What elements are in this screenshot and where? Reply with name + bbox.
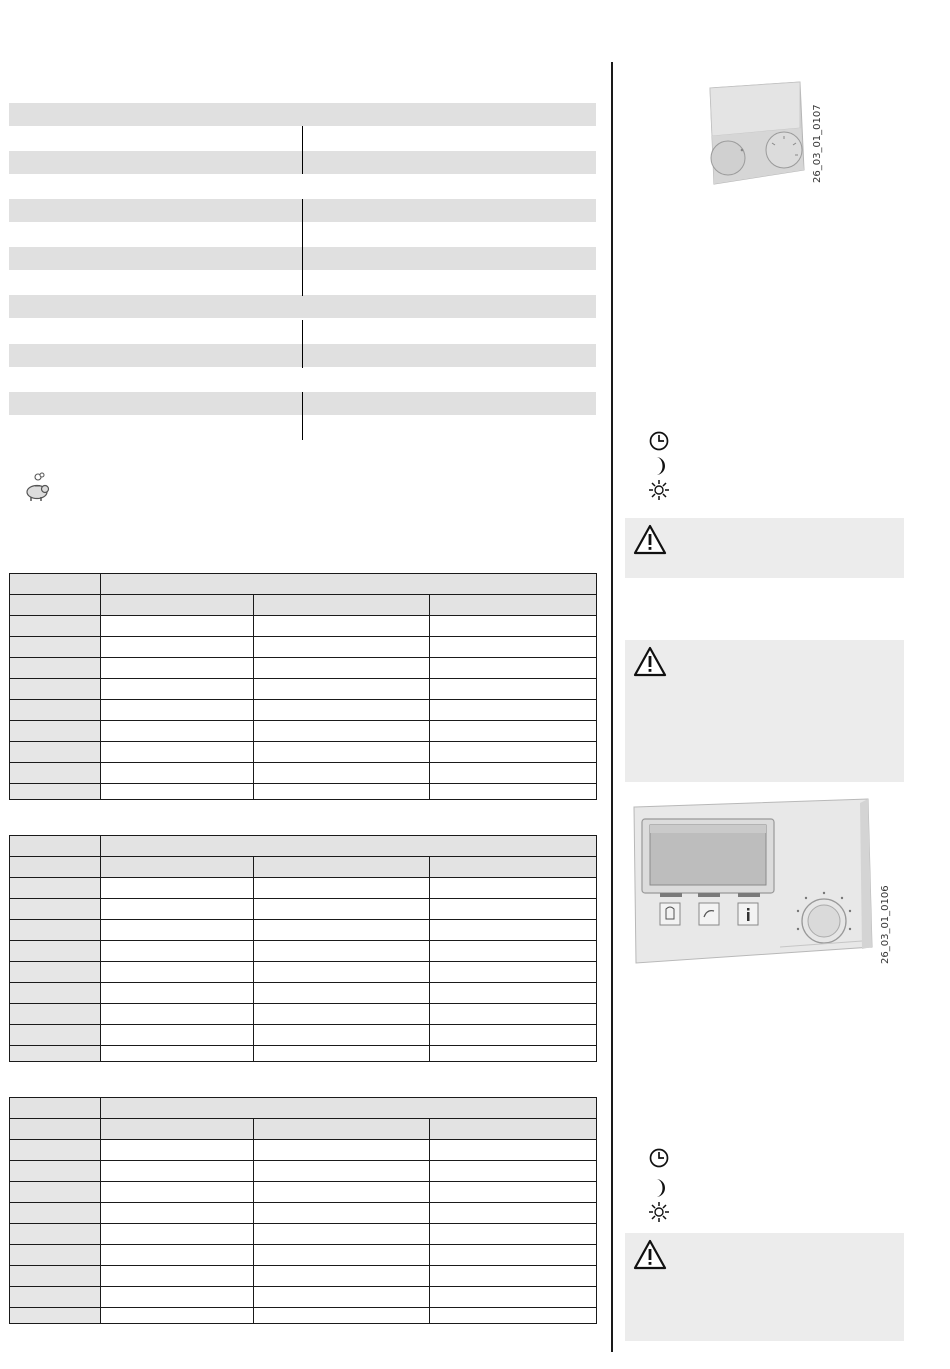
table-row: [10, 941, 597, 962]
warning-icon: [633, 646, 667, 678]
table-row: [10, 1266, 597, 1287]
table-row: [10, 1046, 597, 1062]
table-row: [10, 700, 597, 721]
moon-icon: [648, 455, 670, 481]
table-row: [10, 616, 597, 637]
spec-row-band: [9, 295, 596, 318]
table-row: [10, 983, 597, 1004]
table-header-row: [10, 857, 597, 878]
table-row: [10, 1025, 597, 1046]
sun-icon: [648, 1201, 670, 1227]
table-row: [10, 1004, 597, 1025]
programmable-controller-photo: [630, 797, 875, 965]
warning-box: [625, 1233, 904, 1341]
room-thermostat-photo: [700, 80, 810, 188]
warning-icon: [633, 1239, 667, 1271]
table-row: [10, 1182, 597, 1203]
table-row: [10, 1224, 597, 1245]
data-table: [9, 1097, 597, 1324]
sun-icon: [648, 479, 670, 505]
spec-divider: [302, 320, 303, 368]
table-row: [10, 784, 597, 800]
data-table: [9, 835, 597, 1062]
table-row: [10, 1140, 597, 1161]
data-table: [9, 573, 597, 800]
piggy-bank-icon: [22, 472, 52, 506]
table-row: [10, 763, 597, 784]
clock-icon: [648, 1147, 670, 1173]
table-row: [10, 899, 597, 920]
table-row: [10, 1203, 597, 1224]
table-header-row: [10, 595, 597, 616]
warning-icon: [633, 524, 667, 556]
table-title-row: [10, 836, 597, 857]
table-title-row: [10, 1098, 597, 1119]
spec-divider: [302, 126, 303, 174]
table-row: [10, 878, 597, 899]
column-divider: [611, 62, 613, 1352]
table-row: [10, 962, 597, 983]
table-row: [10, 1245, 597, 1266]
table-row: [10, 679, 597, 700]
table-row: [10, 1161, 597, 1182]
table-header-row: [10, 1119, 597, 1140]
table-row: [10, 658, 597, 679]
table-row: [10, 1308, 597, 1324]
spec-divider: [302, 392, 303, 440]
moon-icon: [648, 1177, 670, 1203]
clock-icon: [648, 430, 670, 456]
warning-box: [625, 518, 904, 578]
photo-caption: 26_03_01_0106: [880, 885, 891, 964]
table-title-row: [10, 574, 597, 595]
table-row: [10, 920, 597, 941]
table-row: [10, 742, 597, 763]
spec-header-band: [9, 103, 596, 126]
spec-divider: [302, 199, 303, 296]
table-row: [10, 1287, 597, 1308]
table-row: [10, 721, 597, 742]
photo-caption: 26_03_01_0107: [812, 104, 823, 183]
warning-box: [625, 640, 904, 782]
table-row: [10, 637, 597, 658]
